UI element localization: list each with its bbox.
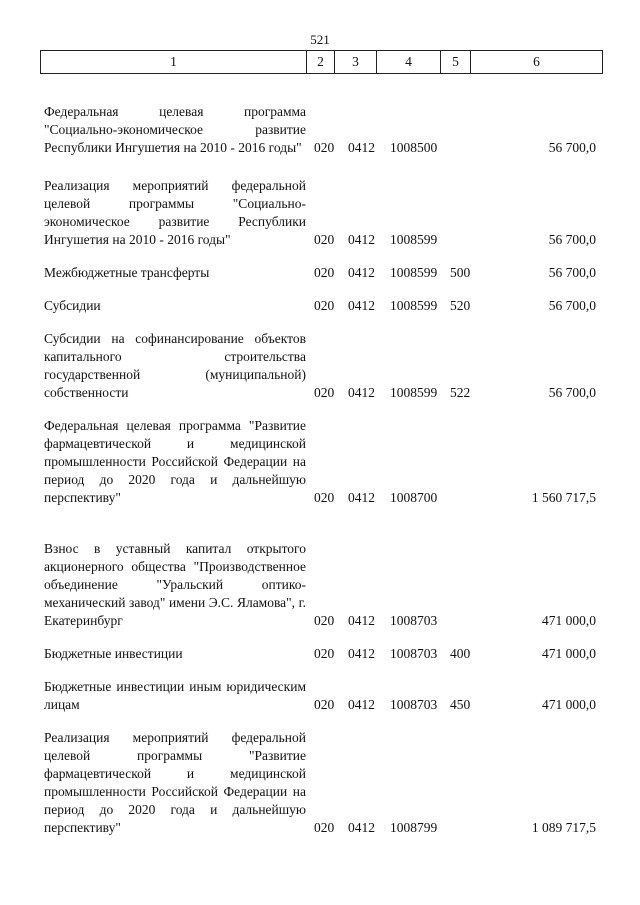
row-col-3: 0412 xyxy=(348,140,375,155)
row-col-4: 1008703 xyxy=(390,613,438,628)
row-col-4: 1008500 xyxy=(390,140,438,155)
row-amount: 56 700,0 xyxy=(548,265,596,280)
row-amount: 1 560 717,5 xyxy=(531,490,596,505)
table-row xyxy=(44,729,604,837)
row-col-4: 1008700 xyxy=(390,490,438,505)
row-col-4: 1008703 xyxy=(390,646,438,661)
row-col-3: 0412 xyxy=(348,613,375,628)
header-col-4: 4 xyxy=(377,51,441,73)
header-col-6: 6 xyxy=(533,54,540,69)
row-col-2: 020 xyxy=(314,265,335,280)
row-col-3: 0412 xyxy=(348,232,375,247)
row-col-2: 020 xyxy=(314,697,335,712)
row-description: Бюджетные инвестиции иным юридическим лицам xyxy=(44,679,306,712)
table-row xyxy=(44,172,604,249)
row-description: Межбюджетные трансферты xyxy=(44,265,210,280)
row-col-4: 1008599 xyxy=(390,265,438,280)
row-amount: 56 700,0 xyxy=(548,232,596,247)
page-number: 521 xyxy=(310,32,330,47)
row-col-3: 0412 xyxy=(348,820,375,835)
table-row xyxy=(44,297,604,315)
header-col-2: 2 xyxy=(307,51,335,73)
row-col-5: 520 xyxy=(450,298,471,313)
row-col-4: 1008599 xyxy=(390,298,438,313)
row-col-4: 1008703 xyxy=(390,697,438,712)
header-col-1: 1 xyxy=(41,51,307,73)
row-description: Субсидии на софинансирование объектов капитального строительства государственной (муниципальной) собственности xyxy=(44,331,306,400)
table-row xyxy=(44,522,604,630)
table-row xyxy=(44,330,604,402)
row-col-5: 500 xyxy=(450,265,471,280)
table-body xyxy=(44,85,604,837)
row-amount: 56 700,0 xyxy=(548,298,596,313)
row-description: Реализация мероприятий федеральной целевой программы "Развитие фармацевтической и медицинской промышленности Российской Федерации на период до 2020 года и дальнейшую перспективу" xyxy=(44,730,306,835)
row-amount: 1 089 717,5 xyxy=(531,820,596,835)
row-amount: 56 700,0 xyxy=(548,385,596,400)
row-col-3: 0412 xyxy=(348,697,375,712)
row-col-4: 1008599 xyxy=(390,385,438,400)
row-col-4: 1008799 xyxy=(390,820,438,835)
row-col-5: 450 xyxy=(450,697,471,712)
row-col-5: 522 xyxy=(450,385,471,400)
row-col-2: 020 xyxy=(314,298,335,313)
row-description: Федеральная целевая программа "Развитие фармацевтической и медицинской промышленности Российской Федерации на период до 2020 года и дальнейшую перспективу" xyxy=(44,418,306,505)
row-description: Взнос в уставный капитал открытого акционерного общества "Производственное объединение "Уральский оптико-механический завод" имени Э.С. Яламова", г. Екатеринбург xyxy=(44,541,306,628)
row-col-2: 020 xyxy=(314,613,335,628)
row-col-2: 020 xyxy=(314,385,335,400)
row-col-2: 020 xyxy=(314,140,335,155)
row-col-3: 0412 xyxy=(348,385,375,400)
row-col-2: 020 xyxy=(314,490,335,505)
row-col-2: 020 xyxy=(314,820,335,835)
row-description: Субсидии xyxy=(44,298,101,313)
table-row xyxy=(44,645,604,663)
row-col-3: 0412 xyxy=(348,646,375,661)
header-col-5: 5 xyxy=(441,51,471,73)
row-col-2: 020 xyxy=(314,232,335,247)
row-col-3: 0412 xyxy=(348,265,375,280)
header-col-3: 3 xyxy=(335,51,377,73)
row-amount: 471 000,0 xyxy=(542,646,596,661)
row-col-4: 1008599 xyxy=(390,232,438,247)
row-amount: 56 700,0 xyxy=(548,140,596,155)
row-col-2: 020 xyxy=(314,646,335,661)
row-description: Реализация мероприятий федеральной целевой программы "Социально-экономическое развитие Республики Ингушетия на 2010 - 2016 годы" xyxy=(44,178,306,247)
row-amount: 471 000,0 xyxy=(542,697,596,712)
row-amount: 471 000,0 xyxy=(542,613,596,628)
row-col-5: 400 xyxy=(450,646,471,661)
table-row xyxy=(44,85,604,157)
table-row xyxy=(44,678,604,714)
row-col-3: 0412 xyxy=(348,490,375,505)
row-description: Федеральная целевая программа "Социально-экономическое развитие Республики Ингушетия на 2010 - 2016 годы" xyxy=(44,104,306,155)
table-row xyxy=(44,264,604,282)
row-col-3: 0412 xyxy=(348,298,375,313)
row-description: Бюджетные инвестиции xyxy=(44,646,183,661)
table-header xyxy=(40,50,603,74)
table-row xyxy=(44,417,604,507)
